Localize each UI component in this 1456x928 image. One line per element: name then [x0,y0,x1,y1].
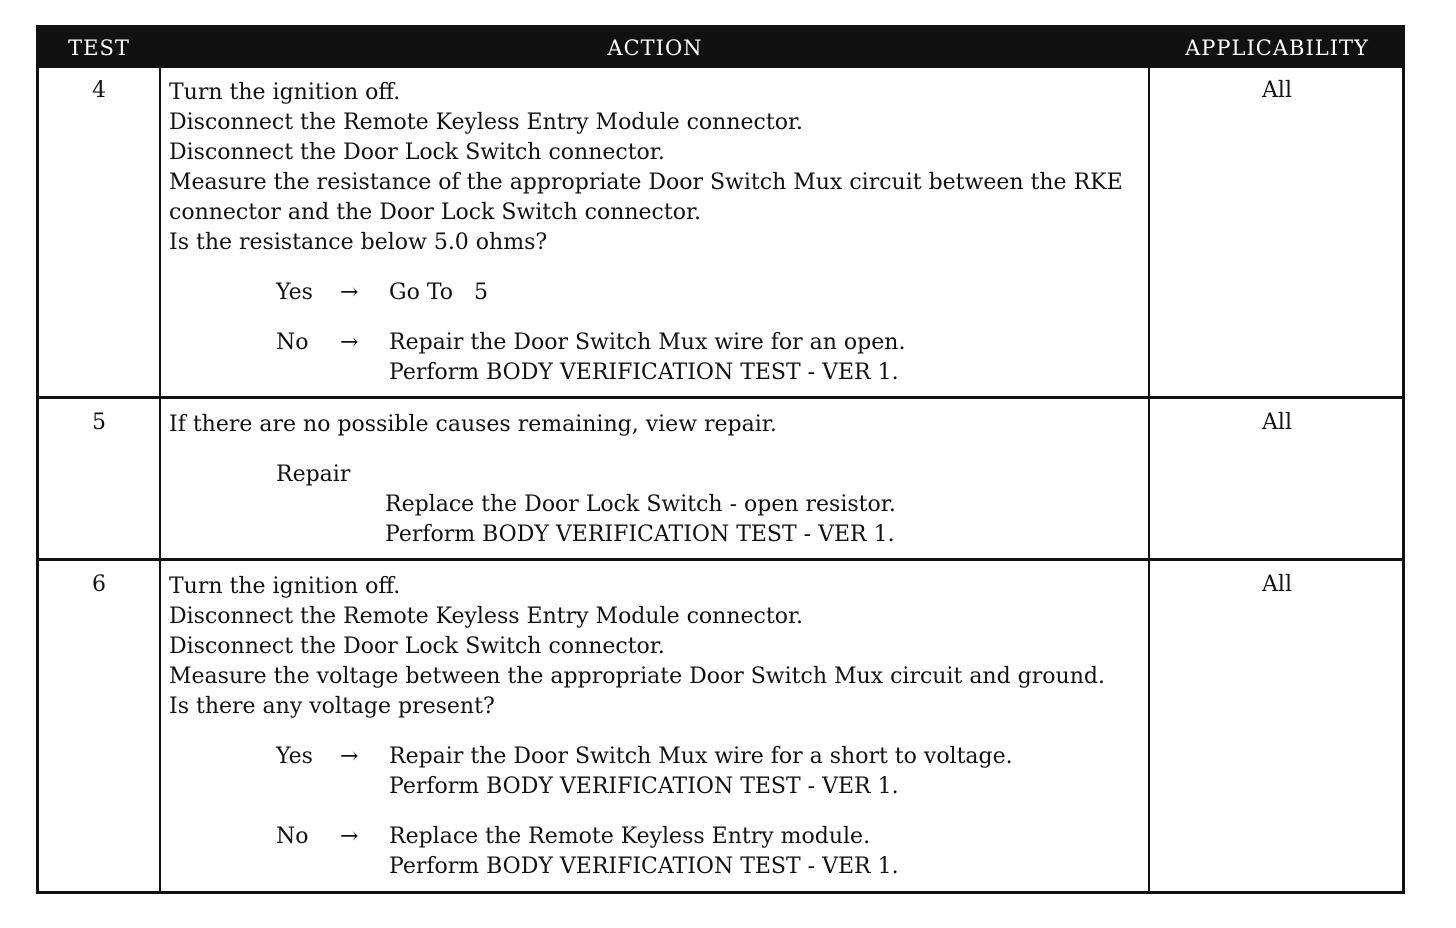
no-result: Repair the Door Switch Mux wire for an open. [389,330,906,355]
repair-line: Replace the Door Lock Switch - open resistor. [385,492,896,517]
no-option [169,822,1159,852]
no-result: Replace the Remote Keyless Entry module. [389,824,871,849]
arrow-right-icon: → [340,744,359,769]
applicability-value: All [1262,78,1292,103]
action-line: Disconnect the Remote Keyless Entry Module connector. [169,110,804,135]
action-line: If there are no possible causes remaining, view repair. [169,412,777,437]
test-number: 4 [92,78,106,103]
action-cell [169,78,1159,388]
arrow-right-icon: → [340,824,359,849]
action-line: Measure the resistance of the appropriate Door Switch Mux circuit between the RKE [169,170,1123,195]
action-cell [169,410,1159,550]
action-line: connector and the Door Lock Switch connector. [169,200,702,225]
applicability-value: All [1262,410,1292,435]
yes-label: Yes [276,744,313,769]
arrow-right-icon: → [340,280,359,305]
arrow-right-icon: → [340,330,359,355]
action-line: Is the resistance below 5.0 ohms? [169,230,548,255]
header-applicability: APPLICABILITY [1185,36,1369,60]
no-result-line2: Perform BODY VERIFICATION TEST - VER 1. [389,854,899,879]
action-line: Turn the ignition off. [169,574,401,599]
yes-option [169,278,1159,308]
action-line: Disconnect the Door Lock Switch connector. [169,634,665,659]
test-number: 6 [92,572,106,597]
header-test: TEST [68,36,130,60]
action-line: Turn the ignition off. [169,80,401,105]
applicability-value: All [1262,572,1292,597]
action-cell [169,572,1159,882]
test-table [36,25,1405,894]
test-number: 5 [92,410,106,435]
header-action: ACTION [607,36,703,60]
row-divider [39,396,1402,399]
column-divider [159,68,161,891]
action-line: Measure the voltage between the appropriate Door Switch Mux circuit and ground. [169,664,1105,689]
no-option [169,328,1159,358]
no-label: No [276,824,309,849]
repair-label: Repair [276,462,351,487]
action-line: Disconnect the Remote Keyless Entry Module connector. [169,604,804,629]
repair-line: Perform BODY VERIFICATION TEST - VER 1. [385,522,895,547]
yes-option [169,742,1159,772]
no-label: No [276,330,309,355]
no-result-line2: Perform BODY VERIFICATION TEST - VER 1. [389,360,899,385]
row-divider [39,558,1402,561]
yes-result-line2: Perform BODY VERIFICATION TEST - VER 1. [389,774,899,799]
yes-result: Go To 5 [389,280,488,305]
table-header [39,28,1402,68]
yes-label: Yes [276,280,313,305]
action-line: Is there any voltage present? [169,694,495,719]
yes-result: Repair the Door Switch Mux wire for a short to voltage. [389,744,1013,769]
action-line: Disconnect the Door Lock Switch connector. [169,140,665,165]
